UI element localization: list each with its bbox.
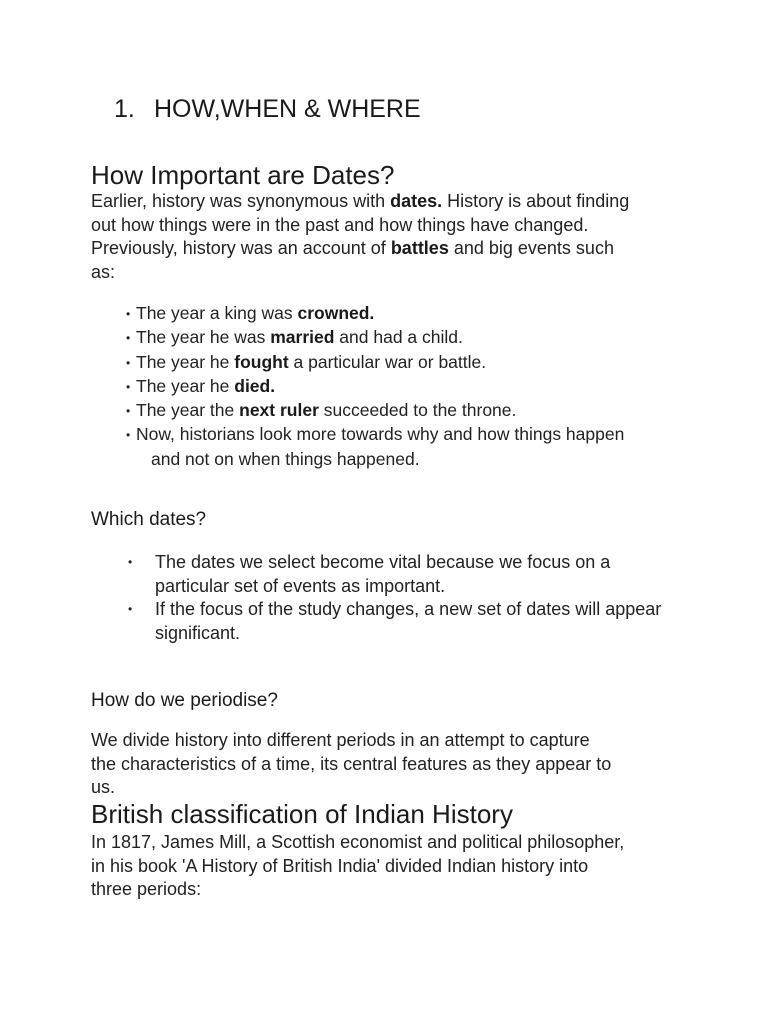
bold-term: died. <box>234 375 276 396</box>
list-item <box>126 375 624 399</box>
paragraph-line <box>91 237 691 261</box>
bullet-list-which-dates <box>128 551 661 645</box>
list-item-continuation: and not on when things happened. <box>151 448 420 469</box>
bold-term-battles: battles <box>390 238 449 258</box>
text-run: Earlier, history was synonymous with <box>91 191 391 211</box>
heading-how-do-we-periodise: How do we periodise? <box>91 690 278 711</box>
text-run: The year he was <box>136 327 271 348</box>
bold-term: crowned. <box>297 303 375 323</box>
list-item-line: particular set of events as important. <box>155 575 446 596</box>
chapter-number: 1. <box>114 95 135 123</box>
text-run: and big events such <box>448 238 614 258</box>
paragraph-dates-intro <box>91 190 691 284</box>
list-item <box>126 302 624 326</box>
list-item <box>126 351 624 375</box>
chapter-title <box>114 92 421 126</box>
paragraph-james-mill <box>91 831 691 902</box>
bold-term: next ruler <box>239 400 319 421</box>
paragraph-line: in his book 'A History of British India' divided Indian history into <box>91 855 589 876</box>
bullet-icon: • <box>128 555 133 569</box>
list-item <box>128 598 661 645</box>
paragraph-line: three periods: <box>91 879 202 899</box>
heading-which-dates: Which dates? <box>91 509 207 530</box>
list-item-line: If the focus of the study changes, a new set of dates will appear <box>155 599 662 619</box>
text-run: a particular war or battle. <box>288 351 487 372</box>
text-run: The year he <box>136 375 235 396</box>
text-run: The year a king was <box>136 303 298 323</box>
paragraph-line: out how things were in the past and how things have changed. <box>91 214 589 235</box>
bullet-icon: • <box>126 307 131 321</box>
chapter-title-text: HOW,WHEN & WHERE <box>154 95 421 123</box>
text-run: The year the <box>136 400 240 421</box>
paragraph-line: We divide history into different periods in an attempt to capture <box>91 730 590 750</box>
list-item-line: significant. <box>155 622 241 643</box>
list-item <box>126 423 624 447</box>
bullet-icon: • <box>126 355 131 370</box>
list-item <box>128 551 661 598</box>
bullet-icon: • <box>126 379 131 394</box>
bold-term: fought <box>234 351 289 372</box>
list-item-line: The dates we select become vital because we focus on a <box>155 552 611 572</box>
text-run: History is about finding <box>442 191 630 211</box>
text-run: The year he <box>136 351 235 372</box>
bullet-list-dates <box>126 302 624 471</box>
paragraph-line: In 1817, James Mill, a Scottish economist and political philosopher, <box>91 832 625 852</box>
text-run: Previously, history was an account of <box>91 238 391 258</box>
text-run: and had a child. <box>334 327 463 348</box>
list-item <box>126 399 624 423</box>
paragraph-line: us. <box>91 777 116 797</box>
list-item <box>126 326 624 350</box>
bullet-icon: • <box>126 331 131 346</box>
paragraph-line <box>91 190 691 214</box>
paragraph-line: the characteristics of a time, its central features as they appear to <box>91 753 612 774</box>
bold-term-dates: dates. <box>390 191 443 211</box>
bullet-icon: • <box>126 404 131 419</box>
paragraph-line: as: <box>91 261 116 282</box>
bullet-icon: • <box>128 602 133 616</box>
heading-how-important-are-dates: How Important are Dates? <box>91 160 395 190</box>
text-run: Now, historians look more towards why and how things happen <box>136 424 625 445</box>
bold-term: married <box>270 327 335 348</box>
text-run: succeeded to the throne. <box>318 400 517 421</box>
paragraph-periodise <box>91 729 691 800</box>
bullet-icon: • <box>126 428 131 443</box>
heading-british-classification: British classification of Indian History <box>91 799 513 829</box>
